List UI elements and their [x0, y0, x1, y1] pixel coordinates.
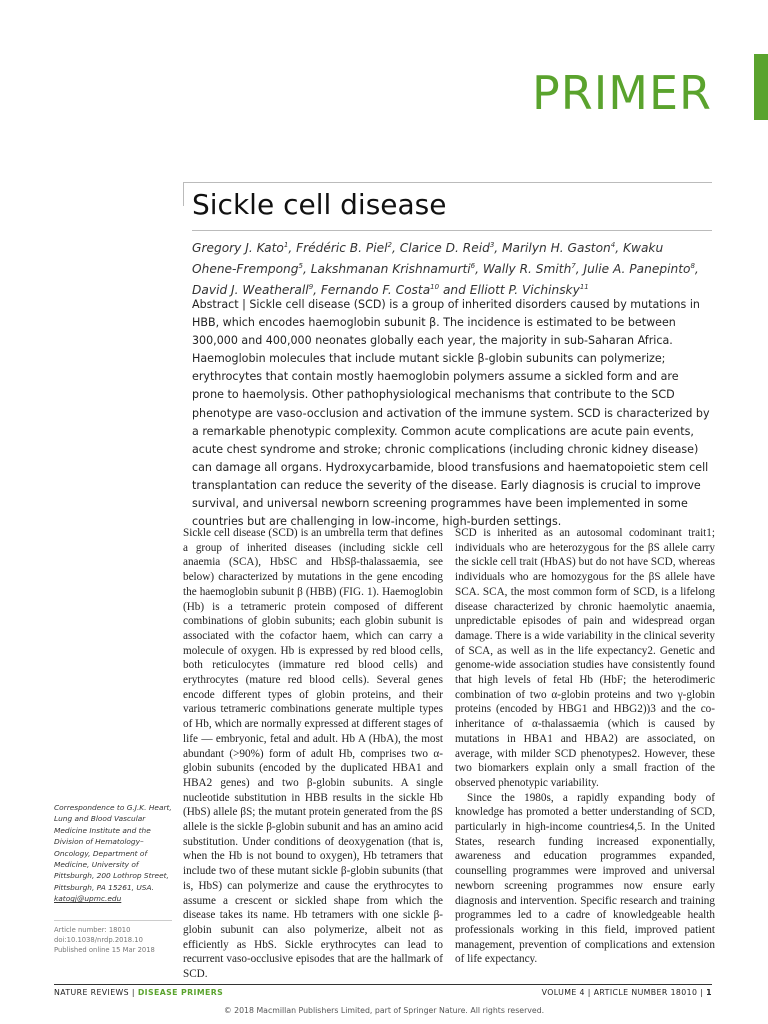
page-number: 1	[706, 988, 712, 997]
author-affiliation: 8	[690, 262, 695, 271]
author-affiliation: 1	[283, 241, 289, 249]
author-name: Julie A. Panepinto	[583, 262, 691, 277]
abstract-label: Abstract |	[192, 298, 246, 311]
author-name: Fernando F. Costa	[320, 283, 431, 298]
abstract	[192, 296, 712, 531]
body-column-right	[455, 526, 715, 967]
author-affiliation: 2	[387, 241, 393, 249]
author-affiliation: 7	[571, 262, 576, 271]
body-paragraph: Sickle cell disease (SCD) is an umbrella term that defines a group of inherited diseases (including sickle cell anaemia (SCA), HbSC and HbSβ-thalassaemia, see below) characterized by mutations in the gene encoding the haemoglobin subunit β (HBB) (FIG. 1). Haemoglobin (Hb) is a tetrameric protein composed of different combinations of globin subunits; each globin subunit is associated with the cofactor haem, which can carry a molecule of oxygen. Hb is expressed by red blood cells, both reticulocytes (immature red blood cells) and erythrocytes (mature red blood cells). Several genes encode different types of globin proteins, and their various tetrameric combinations generate multiple types of Hb, which are normally expressed at different stages of life — embryonic, fetal and adult. Hb A (HbA), the most abundant (>90%) form of adult Hb, comprises two α-globin subunits (encoded by the duplicated HBA1 and HBA2 genes) and two β-globin subunits. A single nucleotide substitution in HBB results in the sickle Hb (HbS) allele βS; the mutant protein generated from the βS allele is the sickle β-globin subunit and has an amino acid substitution. Under conditions of deoxygenation (that is, when the Hb is not bound to oxygen), Hb tetramers that include two of these mutant sickle β-globin subunits (that is, HbS) can polymerize and cause the erythrocytes to assume a crescent or sickled shape from which the disease takes its name. Hb tetramers with one sickle β-globin subunit can also polymerize, albeit not as efficiently as HbS. Sickle erythrocytes can lead to recurrent vaso-occlusive episodes that are the hallmark of SCD.	[183, 527, 443, 981]
journal-series: DISEASE PRIMERS	[137, 988, 224, 997]
copyright: © 2018 Macmillan Publishers Limited, part of Springer Nature. All rights reserved.	[223, 1006, 545, 1015]
section-label: PRIMER	[532, 66, 712, 120]
journal-name: NATURE REVIEWS |	[54, 988, 135, 997]
title-rule	[183, 182, 712, 183]
author-affiliation: 10	[430, 283, 440, 292]
author-name: Elliott P. Vichinsky	[469, 283, 580, 298]
title-rule-vertical	[183, 182, 184, 206]
correspondence-text: Correspondence to G.J.K. Heart, Lung and Blood Vascular Medicine Institute and the Division of Hematology–Oncology, Department of Medicine, University of Pittsburgh, 200 Lothrop Street, Pittsburgh, PA 15261, USA.	[54, 803, 172, 892]
author-affiliation: 9	[308, 283, 314, 292]
author-name: Wally R. Smith	[482, 262, 572, 277]
correspondence-email[interactable]: katogj@upmc.edu	[54, 894, 122, 904]
body-paragraph: SCD is inherited as an autosomal codominant trait1; individuals who are heterozygous for the βS allele carry the sickle cell trait (HbAS) but do not have SCD, whereas individuals who are homozygous for the βS allele have SCA. SCA, the most common form of SCD, is a lifelong disease characterized by chronic haemolytic anaemia, unpredictable episodes of pain and widespread organ damage. There is a wide variability in the clinical severity of SCA, as well as in the life expectancy2. Genetic and genome-wide association studies have consistently found that high levels of fetal Hb (HbF; the heterodimeric combination of two α-globin proteins and two γ-globin proteins (encoded by HBG1 and HBG2))3 and the co-inheritance of α-thalassaemia (which is caused by mutations in HBA1 and HBA2) are associated, on average, with milder SCD phenotypes2. However, these two biomarkers explain only a small fraction of the observed phenotypic variability.	[455, 527, 715, 789]
author-affiliation: 11	[579, 283, 589, 292]
article-info	[54, 925, 179, 955]
footer-volume	[542, 988, 712, 997]
doi-link[interactable]: doi:10.1038/nrdp.2018.10	[54, 936, 143, 944]
author-name: David J. Weatherall	[192, 283, 309, 298]
title-underline	[192, 230, 712, 231]
author-list: Gregory J. Kato$^1$, Frédéric B. Piel$^2$, Clarice D. Reid$^3$, Marilyn H. Gaston$^4$, Kwaku Ohene-Frempong$^5$, Lakshmanan Krishnamurti$^6$, Wally R. Smith$^7$, Julie A. Panepinto$^8$, David J. Weatherall$^9$, Fernando F. Costa$^{10}$ and Elliott P. Vichinsky$^{11}$	[192, 241, 699, 298]
body-column-left	[183, 526, 443, 982]
correspondence-note	[54, 802, 172, 905]
article-title: Sickle cell disease	[192, 188, 447, 221]
author-name: Marilyn H. Gaston	[502, 241, 611, 256]
author-name: Frédéric B. Piel	[296, 241, 388, 256]
body-paragraph: Since the 1980s, a rapidly expanding body of knowledge has promoted a better understanding of SCD, particularly in high-income countries4,5. In the United States, research funding increased exponentially, awareness and education programmes expanded, counselling programmes were improved and universal newborn screening programmes now ensure early diagnosis and intervention. Specific research and training programmes led to a cadre of knowledgeable health professionals working in this field, improved patient management, prevention of complications and extension of life expectancy.	[455, 791, 715, 966]
author-name: Lakshmanan Krishnamurti	[310, 262, 471, 277]
abstract-text: Sickle cell disease (SCD) is a group of inherited disorders caused by mutations in HBB, which encodes haemoglobin subunit β. The incidence is estimated to be between 300,000 and 400,000 neonates globally each year, the majority in sub-Saharan Africa. Haemoglobin molecules that include mutant sickle β-globin subunits can polymerize; erythrocytes that contain mostly haemoglobin polymers assume a sickled form and are prone to haemolysis. Other pathophysiological mechanisms that contribute to the SCD phenotype are vaso-occlusion and activation of the immune system. SCD is characterized by a remarkable phenotypic complexity. Common acute complications are acute pain events, acute chest syndrome and stroke; chronic complications (including chronic kidney disease) can damage all organs. Hydroxycarbamide, blood transfusions and haematopoietic stem cell transplantation can reduce the severity of the disease. Early diagnosis is crucial to improve survival, and universal newborn screening programmes have been implemented in some countries but are challenging in low-income, high-burden settings.	[192, 298, 710, 529]
author-affiliation: 3	[489, 241, 495, 249]
footer-journal	[54, 988, 223, 997]
author-affiliation: 4	[610, 241, 616, 249]
author-name: Gregory J. Kato	[192, 241, 284, 256]
sidebar-divider	[54, 920, 172, 921]
article-number: Article number: 18010	[54, 926, 131, 934]
volume-info: VOLUME 4 | ARTICLE NUMBER 18010 |	[541, 988, 704, 997]
author-affiliation: 5	[298, 262, 303, 271]
author-affiliation: 6	[470, 262, 476, 271]
author-name: Kwaku Ohene-Frempong	[192, 241, 664, 277]
author-name: Clarice D. Reid	[399, 241, 490, 256]
accent-bar	[754, 54, 768, 120]
author-conjunction: and	[439, 283, 470, 298]
published-date: Published online 15 Mar 2018	[54, 946, 155, 954]
footer-rule	[54, 984, 712, 985]
